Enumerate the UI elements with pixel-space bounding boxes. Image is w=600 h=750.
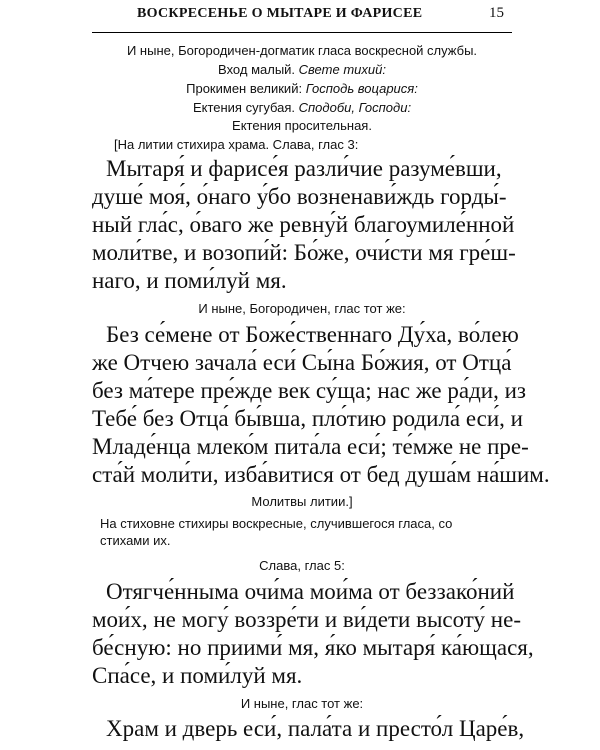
hymn-line: Отягче́нныма очи́ма мои́ма от беззако́ний	[106, 579, 515, 604]
hymn-line: Тебе́ без Отца́ бы́вша, пло́тию родила́ еси́, и	[92, 406, 523, 431]
rubric-ektenia-sugubaya-italic: Сподоби, Господи:	[298, 100, 412, 115]
rubric-prokimen-italic: Господь воцарися:	[305, 81, 418, 96]
hymn-bez-semene	[92, 321, 550, 489]
rubric-i-nyne-glas-tot: И ныне, глас тот же:	[240, 696, 364, 711]
hymn-line: Храм и дверь еси́, пала́та и престо́л Царе́в,	[106, 716, 525, 741]
hymn-line: Спа́се, и поми́луй мя.	[92, 663, 303, 688]
hymn-line: Мытаря́ и фарисе́я разли́чие разуме́вши,	[106, 156, 502, 181]
rubric-vhod-label: Вход малый.	[218, 62, 296, 77]
rubric-vhod-italic: Свете тихий:	[298, 62, 386, 77]
hymn-line: ста́й моли́ти, изба́витися от бед душа́м на́шим.	[92, 462, 550, 487]
rubric-ektenia-sugubaya-label: Ектения сугубая.	[192, 100, 295, 115]
hymn-line: душе́ моя́, о́наго у́бо возненави́ждь горды́-	[92, 184, 507, 209]
hymn-line: бе́сную: но приими́ мя, я́ко мытаря́ ка́ющася,	[92, 635, 534, 660]
rubric-ektenia-sugubaya	[92, 99, 512, 116]
hymn-otyagchennyma	[92, 578, 534, 690]
page-number: 15	[489, 5, 504, 21]
rubric-vhod	[92, 61, 512, 78]
hymn-mytarya	[92, 155, 516, 295]
rubric-prokimen	[92, 80, 512, 97]
rubric-stikhovne: На стиховне стихиры воскресные, случившегося гласа, со стихами их.	[100, 516, 453, 548]
rubric-bogorodichen-dogmatik: И ныне, Богородичен-догматик гласа воскресной службы.	[126, 43, 478, 58]
rubric-litiya: [На литии стихира храма. Слава, глас 3:	[114, 137, 359, 152]
hymn-line: же Отчею зачала́ еси́ Сы́на Бо́жия, от Отца́	[92, 350, 512, 375]
hymn-khram	[92, 715, 525, 743]
hymn-line: мои́х, не могу́ воззре́ти и ви́дети высоту́ не-	[92, 607, 521, 632]
hymn-line: Младе́нца млеко́м пита́ла еси́; те́мже не пре-	[92, 434, 529, 459]
hymn-line: наго, и поми́луй мя.	[92, 268, 287, 293]
rubric-slava-glas5: Слава, глас 5:	[259, 558, 345, 573]
rubric-i-nyne-bogorodichen: И ныне, Богородичен, глас тот же:	[198, 301, 406, 316]
rubric-molitvy-litii: Молитвы литии.]	[251, 494, 353, 509]
hymn-line: без ма́тере пре́жде век су́ща; нас же ра́ди, из	[92, 378, 526, 403]
rubric-prokimen-label: Прокимен великий:	[186, 81, 303, 96]
hymn-line: Без се́мене от Боже́ственнаго Ду́ха, во́лею	[106, 322, 519, 347]
rubric-ektenia-prositelnaya: Ектения просительная.	[232, 118, 372, 133]
book-page	[92, 0, 550, 743]
page-header	[92, 0, 512, 33]
hymn-line: ный гла́с, о́ваго же ревну́й благоумиле́нной	[92, 212, 515, 237]
hymn-line: моли́тве, и возопи́й: Бо́же, очи́сти мя гре́ш-	[92, 240, 516, 265]
running-head: ВОСКРЕСЕНЬЕ О МЫТАРЕ И ФАРИСЕЕ	[137, 6, 423, 21]
